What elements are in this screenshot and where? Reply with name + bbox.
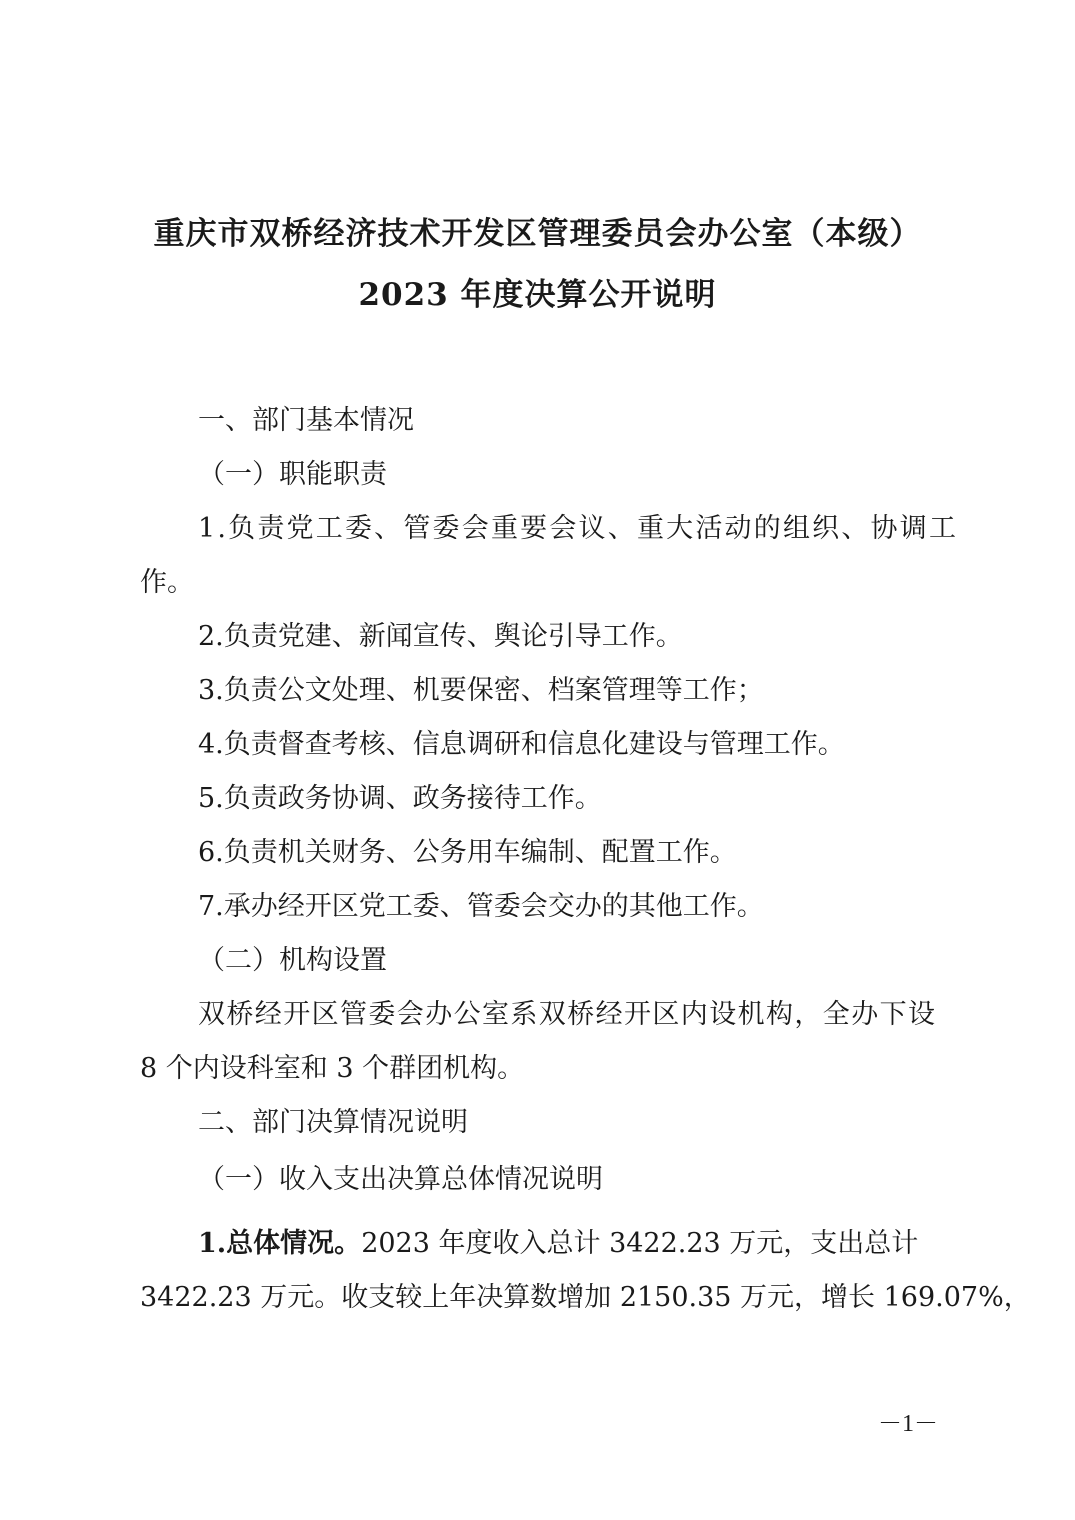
page-number: －1－ [878, 1411, 938, 1437]
organization-paragraph-continued: 8 个内设科室和 3 个群团机构。 [140, 1053, 525, 1084]
organization-paragraph: 双桥经开区管委会办公室系双桥经开区内设机构，全办下设 [198, 999, 937, 1030]
duty-item-2: 2.负责党建、新闻宣传、舆论引导工作。 [198, 621, 683, 652]
section-heading-final-accounts: 二、部门决算情况说明 [198, 1107, 468, 1138]
document-title-line-2: 2023 年度决算公开说明 [358, 277, 717, 313]
duty-item-1-continued: 作。 [140, 567, 194, 598]
section-heading-basic-info: 一、部门基本情况 [198, 405, 414, 436]
document-title-line-1: 重庆市双桥经济技术开发区管理委员会办公室（本级） [153, 216, 922, 252]
subsection-heading-organization: （二）机构设置 [198, 945, 387, 976]
duty-item-3: 3.负责公文处理、机要保密、档案管理等工作； [198, 675, 764, 706]
duty-item-7: 7.承办经开区党工委、管委会交办的其他工作。 [198, 891, 764, 922]
subsection-heading-income-expenditure: （一）收入支出决算总体情况说明 [198, 1164, 603, 1195]
duty-item-4: 4.负责督查考核、信息调研和信息化建设与管理工作。 [198, 729, 845, 760]
overall-label: 1.总体情况。 [198, 1228, 362, 1259]
duty-item-5: 5.负责政务协调、政务接待工作。 [198, 783, 602, 814]
overall-text: 2023 年度收入总计 3422.23 万元，支出总计 [361, 1228, 919, 1259]
duty-item-1: 1.负责党工委、管委会重要会议、重大活动的组织、协调工 [198, 513, 959, 544]
duty-item-6: 6.负责机关财务、公务用车编制、配置工作。 [198, 837, 737, 868]
overall-paragraph [198, 1226, 918, 1262]
overall-paragraph-continued: 3422.23 万元。收支较上年决算数增加 2150.35 万元，增长 169.07%， [140, 1282, 1031, 1313]
subsection-heading-duties: （一）职能职责 [198, 459, 387, 490]
